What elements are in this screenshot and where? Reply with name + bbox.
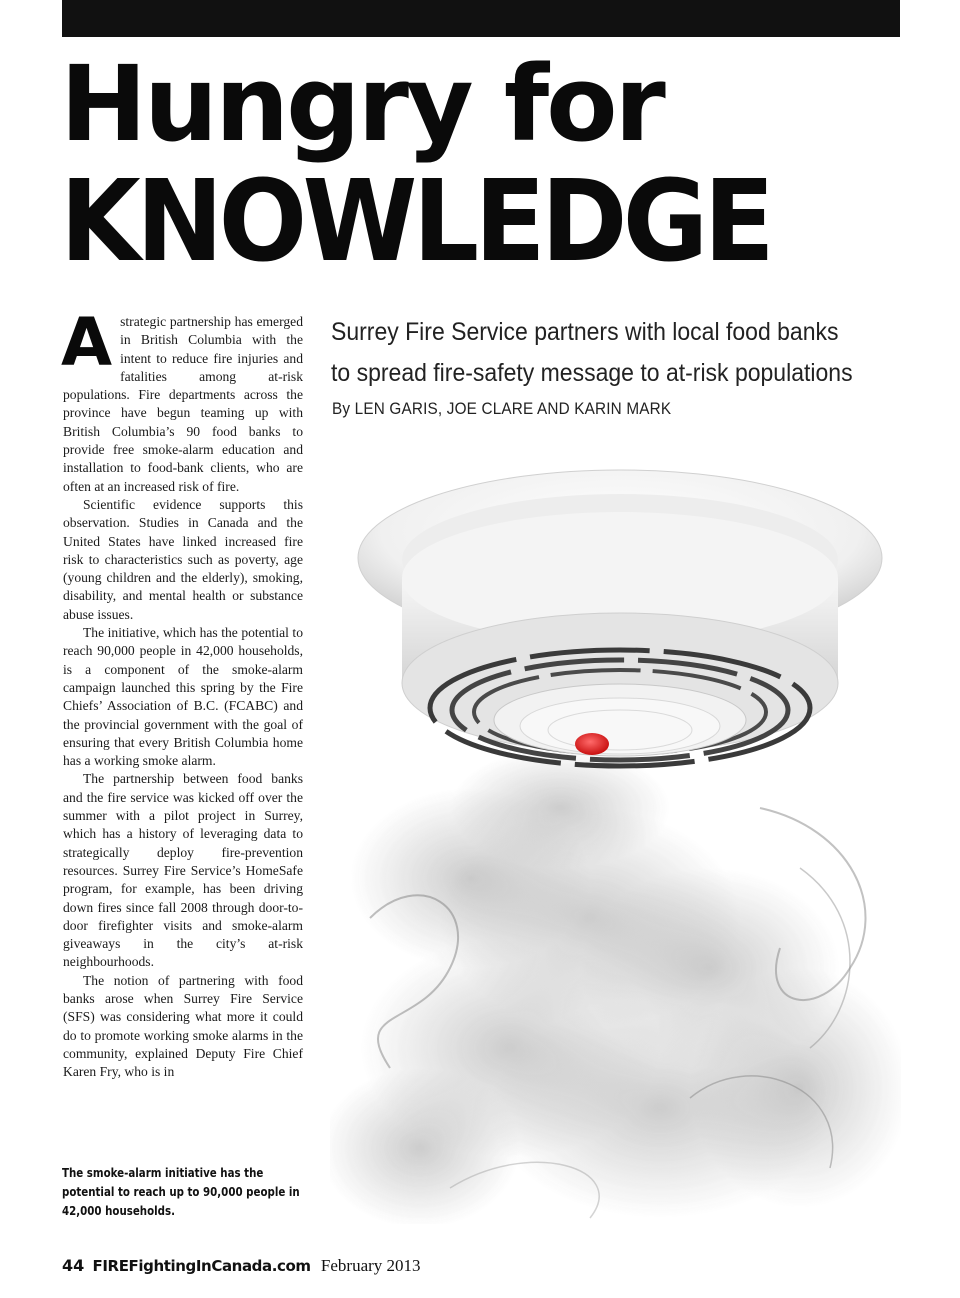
issue-date: February 2013 [320, 1256, 421, 1275]
paragraph: The partnership between food banks and the fire service was kicked off over the summer with a pilot project in Surrey, which has a history of leveraging data to strategically deploy fire-prevention resources. Surrey Fire Service’s HomeSafe program, for example, has been driving down fires since fall 2008 through door-to-door firefighter visits and smoke-alarm giveaways in the city’s at-risk neighbourhoods. [63, 771, 303, 970]
paragraph: Astrategic partnership has emerged in British Columbia with the intent to reduce fire injuries and fatalities among at-risk populations. Fire departments across the province have begun teaming up with British Columbia’s 90 food banks to provide free smoke-alarm education and installation to food-bank clients, who are often at an increased risk of fire. [61, 304, 303, 494]
website: FIREFightingInCanada.com [92, 1257, 311, 1275]
paragraph: Scientific evidence supports this observation. Studies in Canada and the United States have linked increased fire risk to characteristics such as poverty, age (young children and the elderly), smoking, disability, and mental health or substance abuse issues. [63, 496, 303, 622]
deck-line-2: to spread fire-safety message to at-risk populations [331, 359, 853, 387]
drop-cap: A [61, 304, 113, 381]
deck-line-1: Surrey Fire Service partners with local food banks [331, 318, 839, 346]
smoke [330, 748, 901, 1224]
paragraph: The notion of partnering with food banks arose when Surrey Fire Service (SFS) was considering what more it could do to promote working smoke alarms in the community, explained Deputy Fire Chief Karen Fry, who is in [63, 972, 303, 1080]
header-bar [62, 0, 900, 37]
red-indicator-light [575, 733, 609, 755]
article-body [61, 304, 303, 1081]
deck [331, 312, 855, 394]
headline-line-2: KNOWLEDGE [60, 157, 771, 287]
pull-quote-caption: The smoke-alarm initiative has the potential to reach up to 90,000 people in 42,000 households. [62, 1165, 300, 1218]
smoke-alarm [358, 470, 882, 766]
headline-line-1: Hungry for [60, 43, 663, 165]
byline: By LEN GARIS, JOE CLARE AND KARIN MARK [332, 399, 672, 418]
smoke-alarm-photo [330, 448, 901, 1224]
page-footer [62, 1256, 421, 1276]
paragraph: The initiative, which has the potential to reach 90,000 people in 42,000 households, is a component of the smoke-alarm campaign launched this spring by the Fire Chiefs’ Association of B.C. (FCABC) and the provincial government with the goal of ensuring that every British Columbia home has a working smoke alarm. [63, 625, 303, 769]
page-number: 44 [62, 1256, 85, 1275]
